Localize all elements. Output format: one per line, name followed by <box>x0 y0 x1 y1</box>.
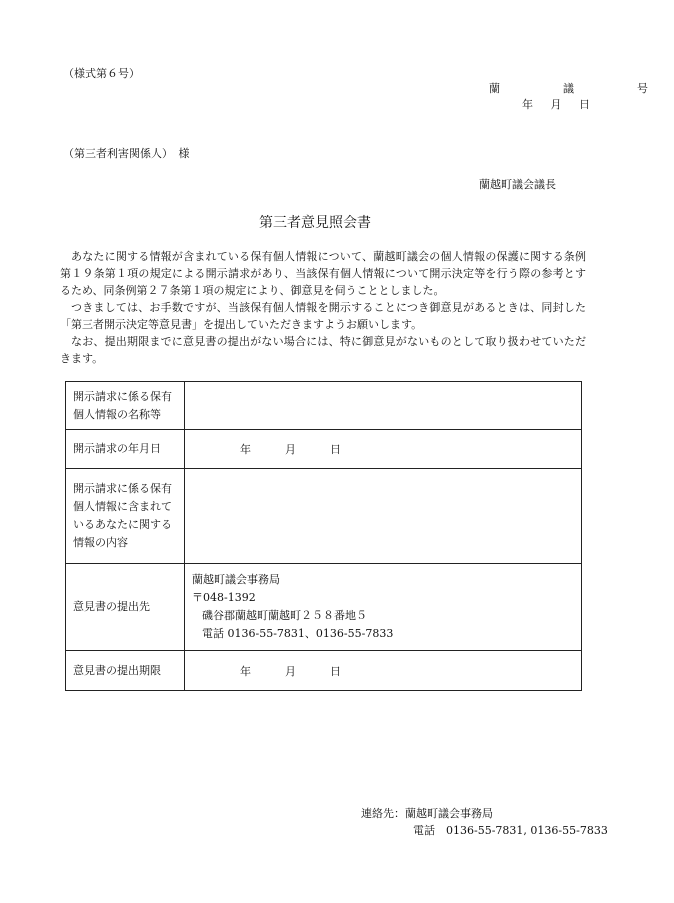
addressee: （第三者利害関係人） 様 <box>63 147 190 160</box>
info-name-label: 開示請求に係る保有個人情報の名称等 <box>66 382 185 430</box>
submit-postal: 〒048-1392 <box>192 591 256 604</box>
day-label: 日 <box>330 443 341 456</box>
paragraph-2: つきましては、お手数ですが、当該保有個人情報を開示することにつき御意見があるときは、同封した「第三者開示決定等意見書」を提出していただきますようお願いします。 <box>60 301 586 331</box>
footer-contact: 連絡先：蘭越町議会事務局 <box>361 807 493 820</box>
submit-phone: 電話 0136-55-7831、0136-55-7833 <box>202 627 394 640</box>
submit-to-label: 意見書の提出先 <box>66 564 185 651</box>
year-label: 年 <box>240 443 251 456</box>
table-row <box>66 469 582 564</box>
info-name-value[interactable] <box>185 382 582 430</box>
form-number: （様式第６号） <box>63 67 140 80</box>
year-label: 年 <box>240 664 251 678</box>
paragraph-1: あなたに関する情報が含まれている保有個人情報について、蘭越町議会の個人情報の保護に関する条例第１９条第１項の規定による開示請求があり、当該保有個人情報について開示決定等を行う際の参考とするため、同条例第２７条第１項の規定により、御意見を伺うこととしました。 <box>60 250 586 297</box>
request-date-label: 開示請求の年月日 <box>66 430 185 469</box>
submit-to-value <box>185 564 582 651</box>
table-row <box>66 564 582 651</box>
info-content-label: 開示請求に係る保有個人情報に含まれているあなたに関する情報の内容 <box>66 469 185 564</box>
request-date-value[interactable] <box>185 430 582 469</box>
month-label: 月 <box>285 443 296 456</box>
document-date: 年 月 日 <box>522 98 590 111</box>
footer-phone: 電話 0136-55-7831, 0136-55-7833 <box>413 824 608 837</box>
submit-address: 磯谷郡蘭越町蘭越町２５８番地５ <box>202 609 367 622</box>
deadline-value[interactable] <box>185 651 582 691</box>
document-title: 第三者意見照会書 <box>259 215 371 231</box>
deadline-label: 意見書の提出期限 <box>66 651 185 691</box>
info-content-value[interactable] <box>185 469 582 564</box>
table-row <box>66 382 582 430</box>
inquiry-table <box>65 381 582 691</box>
table-row <box>66 651 582 691</box>
month-label: 月 <box>285 664 296 678</box>
body-text <box>60 248 586 367</box>
day-label: 日 <box>330 664 341 678</box>
document-number: 蘭 議 号 <box>489 82 674 95</box>
table-row <box>66 430 582 469</box>
sender: 蘭越町議会議長 <box>479 178 556 191</box>
submit-office: 蘭越町議会事務局 <box>192 573 280 586</box>
paragraph-3: なお、提出期限までに意見書の提出がない場合には、特に御意見がないものとして取り扱わせていただきます。 <box>60 335 586 365</box>
